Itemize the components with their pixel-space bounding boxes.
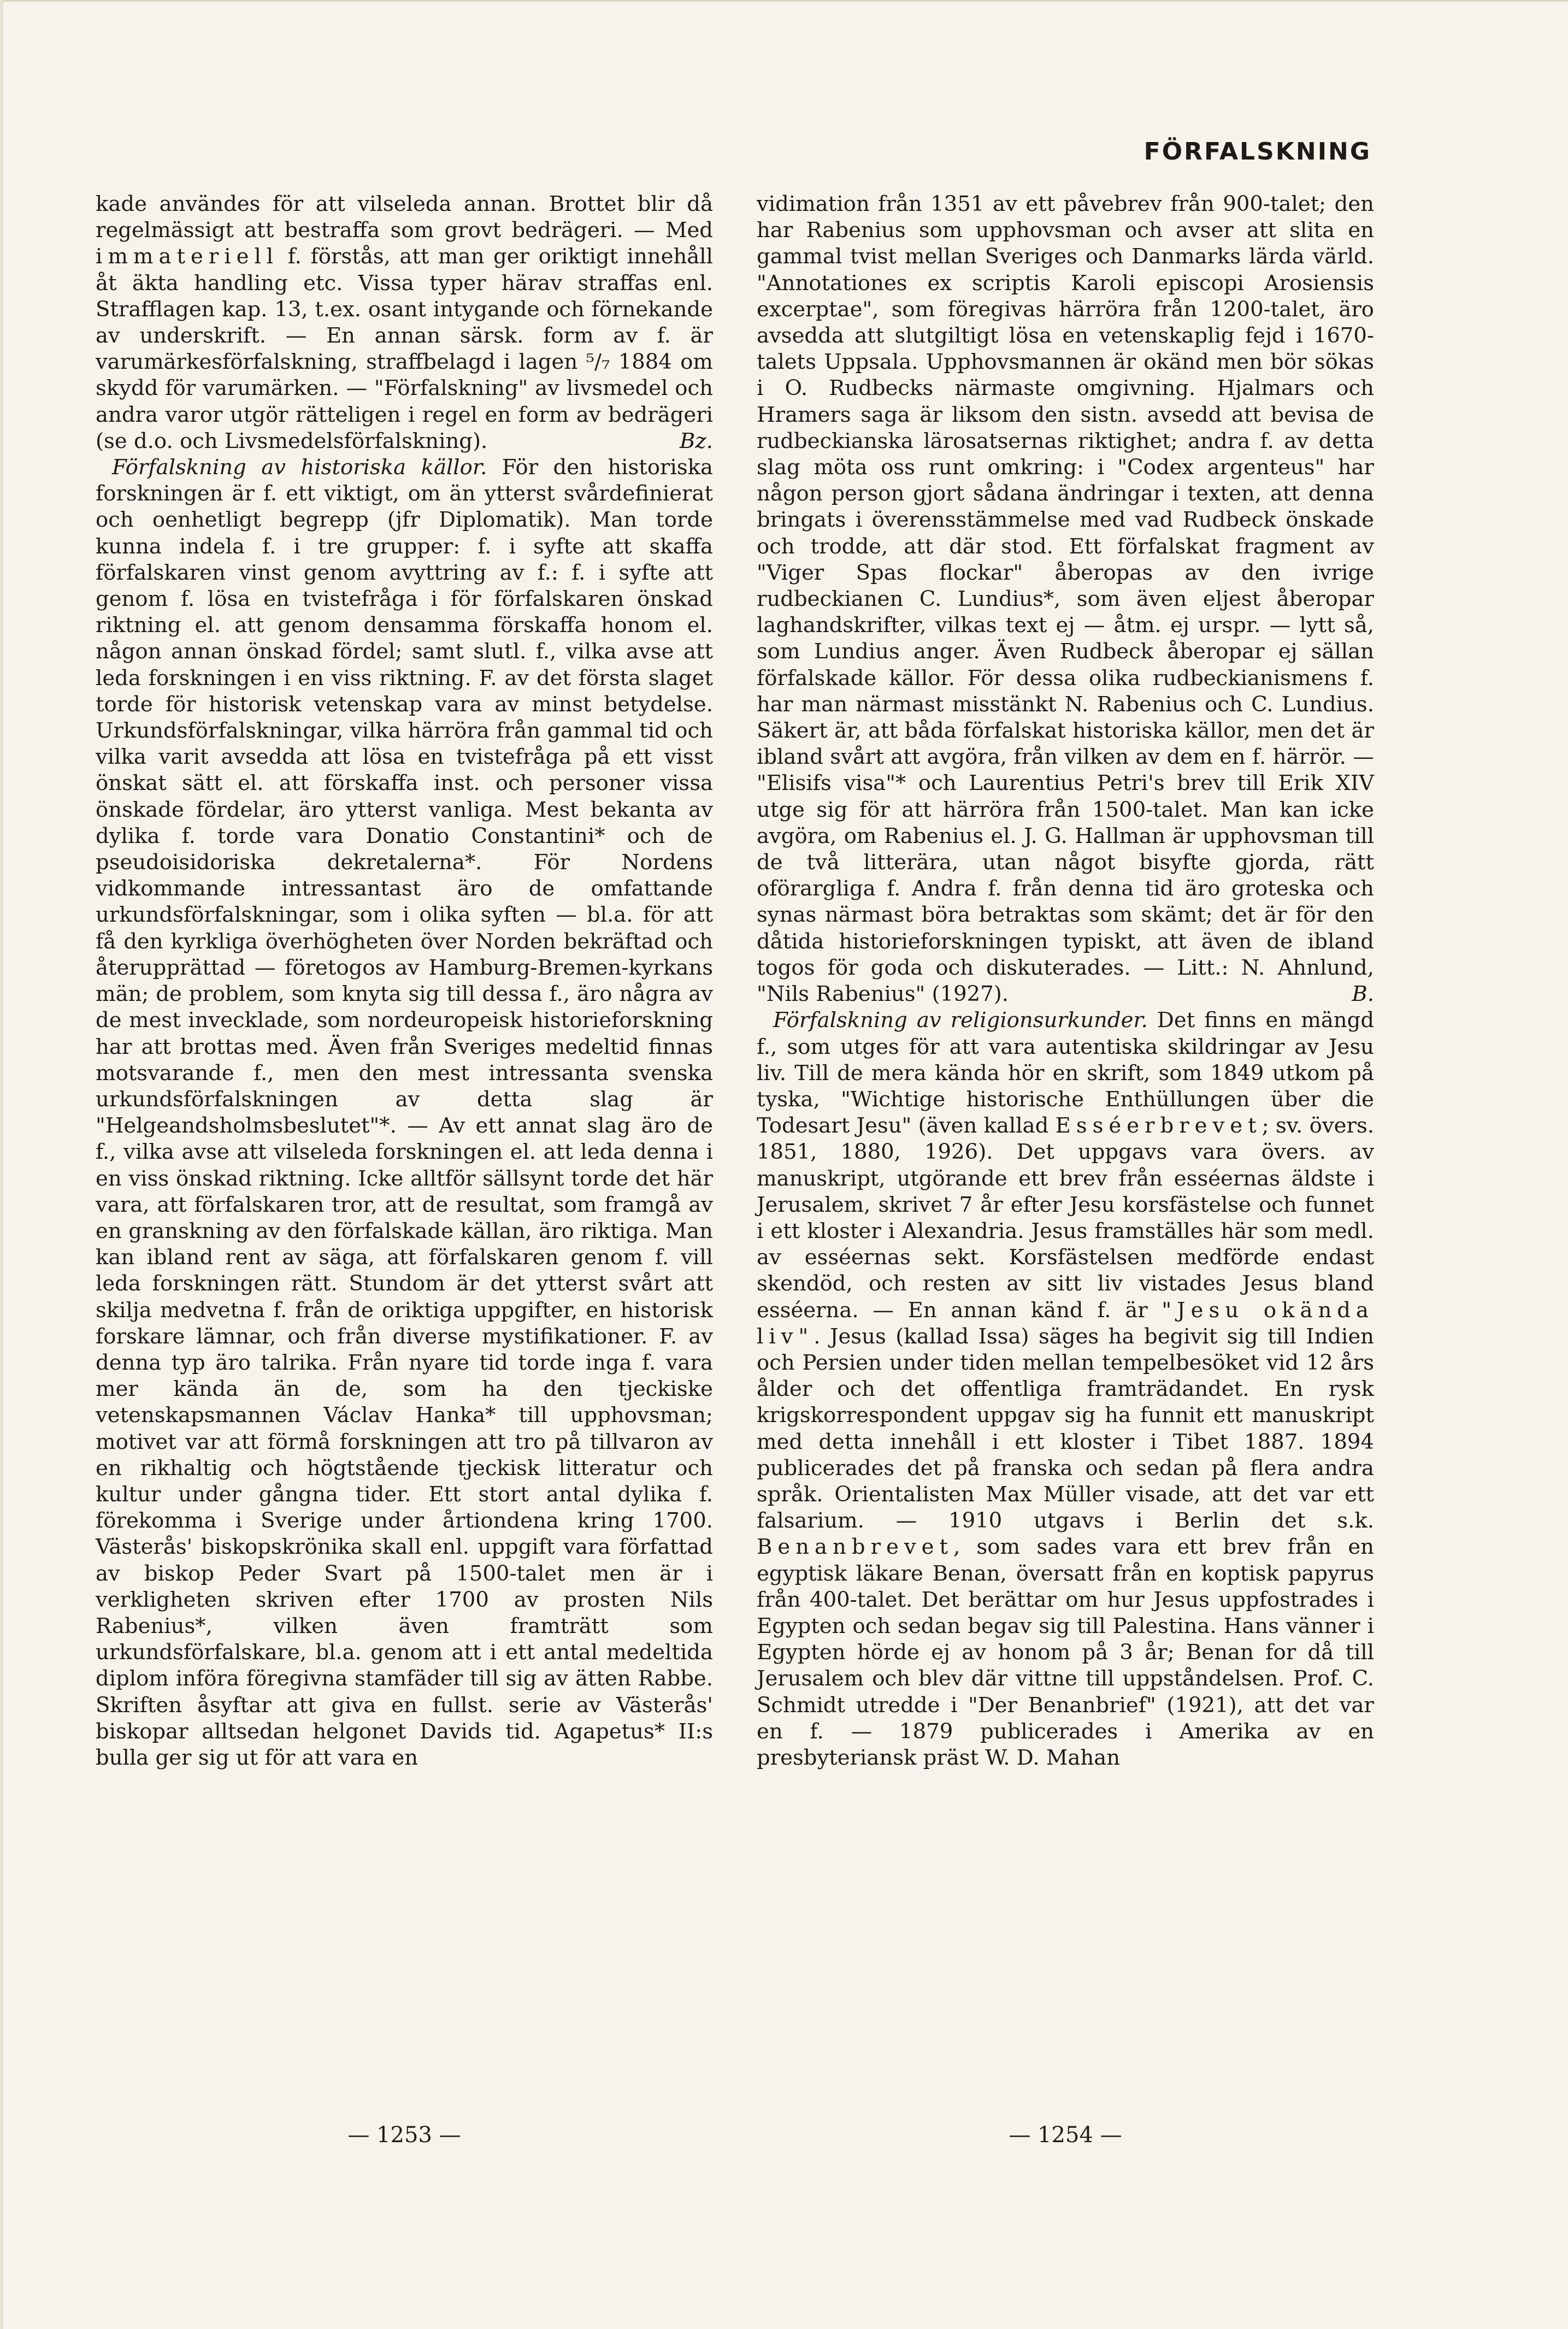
page-number-right: — 1254 —: [1009, 2122, 1122, 2148]
text: vidimation från 1351 av ett påvebrev från 900-talet; den har Rabenius som upphovsman och avser att slita en gammal tvist mellan Sveriges och Danmarks lärda värld. "Annotationes ex scriptis Karoli episcopi Arosiensis excerptae", som föregivas härröra från 1200-talet, äro avsedda att slutgiltigt lösa en vetenskaplig fejd i 1670-talets Uppsala. Upphovsmannen är okänd men bör sökas i O. Rudbecks närmaste omgivning. Hjalmars och Hramers saga är liksom den sistn. avsedd att bevisa de rudbeckianska lärosatsernas riktighet; andra f. av detta slag möta oss runt omkring: i "Codex argenteus" har någon person gjort sådana ändringar i texten, att denna bringats i överensstämmelse med vad Rudbeck önskade och trodde, att där stod. Ett förfalskat fragment av "Viger Spas flockar" åberopas av den ivrige rudbeckianen C. Lundius*, som även eljest åberopar laghandskrifter, vilkas text ej — åtm. ej urspr. — lytt så, som Lundius anger. Även Rudbeck åberopar ej sällan förfalskade källor. För dessa olika rudbeckianismens f. har man närmast misstänkt N. Rabenius och C. Lundius. Säkert är, att båda förfalskat historiska källor, men det är ibland svårt att avgöra, från vilken av dem en f. härrör. — "Elisifs visa"* och Laurentius Petri's brev till Erik XIV utge sig för att härröra från 1500-talet. Man kan icke avgöra, om Rabenius el. J. G. Hallman är upphovsman till de två litterära, utan något bisyfte gjorda, rätt oförargliga f. Andra f. från denna tid äro groteska och synas närmast böra betraktas som skämt; det är för den dåtida historieforskningen typiskt, att även de ibland togos för goda och diskuterades. — Litt.: N. Ahnlund, "Nils Rabenius" (1927).: [757, 192, 1374, 1007]
spaced-term: Esséerbrevet: [1055, 1113, 1262, 1139]
text: ; sv. övers. 1851, 1880, 1926). Det uppgavs vara övers. av manuskript, utgörande ett brev från esséernas äldste i Jerusalem, skrivet 7 år efter Jesu korsfästelse och funnet i ett kloster i Alexandria. Jesus framställes här som medl. av esséernas sekt. Korsfästelsen medförde endast skendöd, och resten av sitt liv vistades Jesus bland esséerna. — En annan känd f. är: [757, 1113, 1375, 1323]
text: För den historiska forskningen är f. ett viktigt, om än ytterst svårdefinierat och oenhetligt begrepp (jfr Diplomatik). Man torde kunna indela f. i tre grupper: f. i syfte att skaffa förfalskaren vinst genom avyttring av f.: f. i syfte att genom f. lösa en tvistefråga i för förfalskaren önskad riktning el. att genom densamma förskaffa honom el. någon annan önskad fördel; samt slutl. f., vilka avse att leda forskningen i en viss riktning. F. av det första slaget torde för historisk vetenskap vara av minst betydelse. Urkundsförfalskningar, vilka härröra från gammal tid och vilka varit avsedda att lösa en tvistefråga på ett visst önskat sätt el. att förskaffa inst. och personer vissa önskade fördelar, äro ytterst vanliga. Mest bekanta av dylika f. torde vara Donatio Constantini* och de pseudoisidoriska dekretalerna*. För Nordens vidkommande intressantast äro de omfattande urkundsförfalskningar, som i olika syften — bl.a. för att få den kyrkliga överhögheten över Norden bekräftad och återupprättad — företogos av Hamburg-Bremen-kyrkans män; de problem, som knyta sig till dessa f., äro några av de mest invecklade, som nordeuropeisk historieforskning har att brottas med. Även från Sveriges medeltid finnas motsvarande f., men den mest intressanta svenska urkundsförfalskningen av detta slag är "Helgeandsholmsbeslutet"*. — Av ett annat slag äro de f., vilka avse att vilseleda forskningen el. att leda denna i en viss önskad riktning. Icke alltför sällsynt torde det här vara, att förfalskaren tror, att de resultat, som framgå av en granskning av den förfalskade källan, äro riktiga. Man kan ibland rent av säga, att förfalskaren genom f. vill leda forskningen rätt. Stundom är det ytterst svårt att skilja medvetna f. från de oriktiga uppgifter, en historisk forskare lämnar, och från diverse mystifikationer. F. av denna typ äro talrika. Från nyare tid torde inga f. vara mer kända än de, som ha den tjeckiske vetenskapsmannen Václav Hanka* till upphovsman; motivet var att förmå forskningen att tro på tillvaron av en rikhaltig och högtstående tjeckisk litteratur och kultur under gångna tider. Ett stort antal dylika f. förekomma i Sverige under årtiondena kring 1700. Västerås' biskopskrönika skall enl. uppgift vara författad av biskop Peder Svart på 1500-talet men är i verkligheten skriven efter 1700 av prosten Nils Rabenius*, vilken även framträtt som urkundsförfalskare, bl.a. genom att i ett antal medeltida diplom införa föregivna stamfäder till sig av ätten Rabbe. Skriften åsyftar att giva en fullst. serie av Västerås' biskopar alltsedan helgonet Davids tid. Agapetus* II:s bulla ger sig ut för att vara en: [96, 455, 713, 1770]
spaced-term: immateriell: [96, 244, 279, 269]
left-column: [96, 191, 713, 1771]
text: . Jesus (kallad Issa) säges ha begivit sig till Indien och Persien under tiden mellan tempelbesöket vid 12 års ålder och det offentliga framträdandet. En rysk krigskorrespondent uppgav sig ha funnit ett manuskript med detta innehåll i ett kloster i Tibet 1887. 1894 publicerades det på franska och sedan på flera andra språk. Orientalisten Max Müller visade, att det var ett falsarium. — 1910 utgavs i Berlin det s.k.: [757, 1324, 1374, 1534]
text: kade användes för att vilseleda annan. Brottet blir då regelmässigt att bestraffa som grovt bedrägeri. — Med: [96, 192, 713, 243]
subentry-title: Förfalskning av historiska källor.: [112, 455, 487, 480]
author-signature: B.: [1352, 982, 1374, 1007]
text: , som sades vara ett brev från en egyptisk läkare Benan, översatt från en koptisk papyrus från 400-talet. Det berättar om hur Jesus uppfostrades i Egypten och sedan begav sig till Palestina. Hans vänner i Egypten hörde ej av honom på 3 år; Benan for då till Jerusalem och blev där vittne till uppståndelsen. Prof. C. Schmidt utredde i "Der Benanbrief" (1921), att det var en f. — 1879 publicerades i Amerika av en presbyteriansk präst W. D. Mahan: [757, 1535, 1374, 1770]
page-number-left: — 1253 —: [347, 2122, 461, 2148]
spaced-term: "Jesu okända liv": [757, 1298, 1374, 1349]
entry-paragraph: [96, 455, 713, 1771]
entry-paragraph: [757, 191, 1374, 1007]
author-signature: Bz.: [680, 428, 713, 453]
spaced-term: Benanbrevet: [757, 1535, 953, 1560]
entry-paragraph: [757, 1007, 1374, 1771]
running-title: FÖRFALSKNING: [1143, 138, 1371, 166]
entry-paragraph: [96, 191, 713, 455]
right-column: [757, 191, 1374, 1771]
text: Det finns en mängd f., som utges för att vara autentiska skildringar av Jesu liv. Till de mera kända hör en skrift, som 1849 utkom på tyska, "Wichtige historische Enthüllungen über die Todesart Jesu" (även kallad: [757, 1008, 1375, 1139]
subentry-title: Förfalskning av religionsurkunder.: [773, 1008, 1148, 1033]
text: f. förstås, att man ger oriktigt innehåll åt äkta handling etc. Vissa typer härav straffas enl. Strafflagen kap. 13, t.ex. osant intygande och förnekande av underskrift. — En annan särsk. form av f. är varumärkesförfalskning, straffbelagd i lagen ⁵/₇ 1884 om skydd för varumärken. — "Förfalskning" av livsmedel och andra varor utgör rätteligen i regel en form av bedrägeri (se d.o. och Livsmedelsförfalskning).: [96, 244, 713, 453]
